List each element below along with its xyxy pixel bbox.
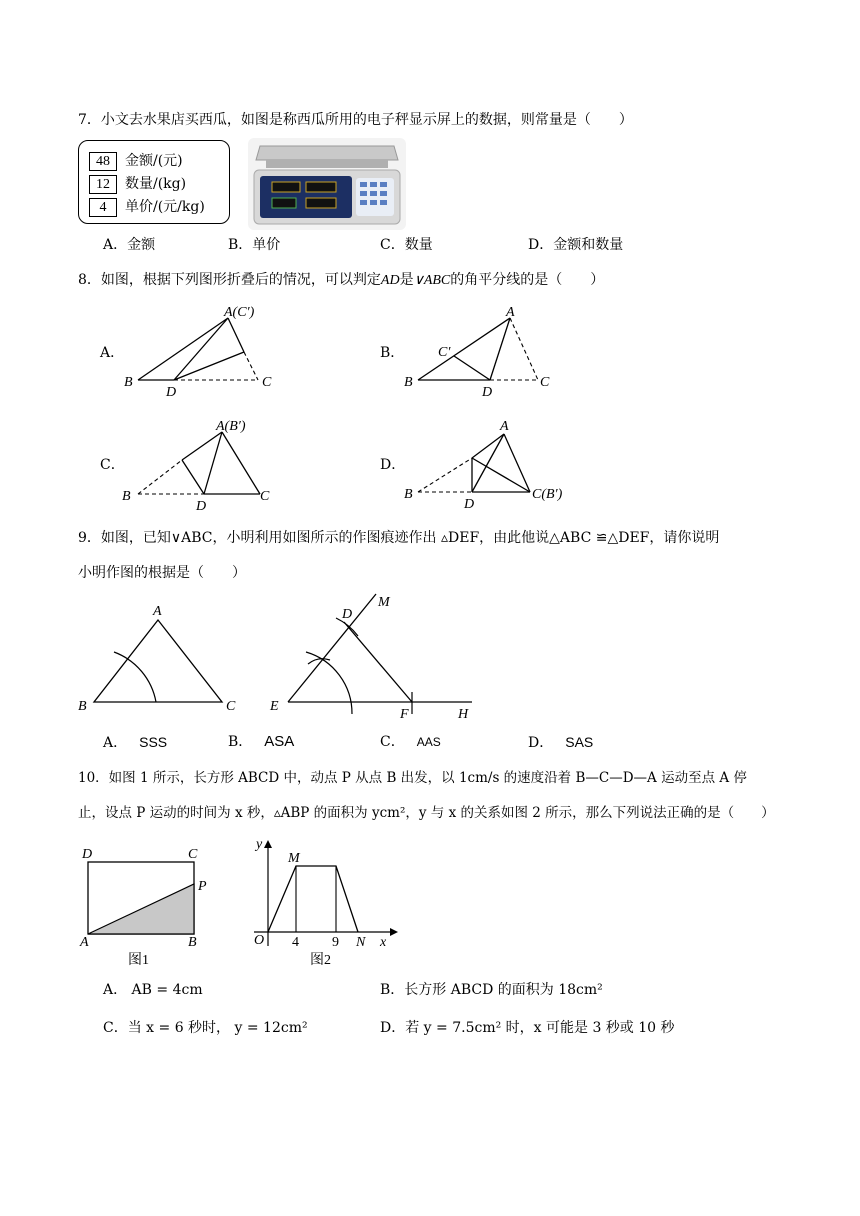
scale-row-unitprice <box>89 196 205 216</box>
scale-quantity-value: 12 <box>89 175 117 194</box>
q9-option-b-letter: B． <box>228 734 253 750</box>
q8a-d-label: D <box>166 385 177 400</box>
scale-unitprice-value: 4 <box>89 198 117 217</box>
q9-c-label: C <box>226 699 236 714</box>
q10-figure-1 <box>76 840 226 970</box>
q9-option-d-text: SAS <box>565 734 594 750</box>
q9-m-label: M <box>378 595 390 610</box>
q10-stem-line2: 止，设点 P 运动的时间为 x 秒，▵ABP 的面积为 ycm²，y 与 x 的关系如图 2 所示，那么下列说法正确的是（ ） <box>78 805 775 821</box>
fig2-y-label: y <box>256 837 263 852</box>
scale-unitprice-label: 单价/(元/kg) <box>125 199 205 215</box>
q8a-c-label: C <box>262 375 272 390</box>
scale-quantity-label: 数量/(kg) <box>125 176 187 192</box>
fig2-o-label: O <box>254 933 265 948</box>
q8b-b-label: B <box>404 375 413 390</box>
q7-option-a[interactable]: A．金额 <box>103 237 156 253</box>
fig2-x-label: x <box>380 935 387 950</box>
q7-stem: 7．小文去水果店买西瓜，如图是称西瓜所用的电子秤显示屏上的数据，则常量是（ ） <box>78 112 633 128</box>
fig2-m-label: M <box>288 851 300 866</box>
q9-option-d[interactable] <box>528 732 593 753</box>
q8-stem-b: 是 <box>399 272 414 288</box>
q8-stem-c: 的角平分线的是（ ） <box>450 272 605 288</box>
q9-option-a-letter: A． <box>103 735 128 751</box>
q9-option-b[interactable] <box>228 732 294 752</box>
q10-option-d[interactable]: D．若 y = 7.5cm² 时，x 可能是 3 秒或 10 秒 <box>380 1020 675 1036</box>
q9-stem-line1: 9．如图，已知∨ABC，小明利用如图所示的作图痕迹作出 ▵DEF，由此他说△ABC ≌△DEF，请你说明 <box>78 530 720 546</box>
q8d-d-label: D <box>464 497 475 512</box>
fig1-a-label: A <box>80 935 89 950</box>
fig1-p-label: P <box>198 879 207 894</box>
q9-h-label: H <box>458 707 469 720</box>
q8a-b-label: B <box>124 375 133 390</box>
q9-option-a[interactable] <box>103 732 167 753</box>
q8-stem-tri: ∨ABC <box>413 273 451 288</box>
q10-option-b[interactable]: B．长方形 ABCD 的面积为 18cm² <box>380 982 603 998</box>
fig2-tick-4: 4 <box>292 935 299 950</box>
q8-option-a[interactable]: A． <box>100 345 125 361</box>
q8-option-d[interactable]: D． <box>380 457 406 473</box>
fig1-c-label: C <box>188 847 198 862</box>
fig1-caption: 图1 <box>128 953 149 968</box>
fig1-d-label: D <box>82 847 93 862</box>
q7-option-d[interactable]: D．金额和数量 <box>528 237 624 253</box>
q8b-d-label: D <box>482 385 493 400</box>
q8-option-b[interactable]: B． <box>380 345 405 361</box>
q8c-apex-label: A(B′) <box>216 419 246 434</box>
scale-amount-label: 金额/(元) <box>125 153 183 169</box>
q8-figure-a <box>118 300 288 400</box>
q10-option-c[interactable]: C．当 x = 6 秒时， y = 12cm² <box>103 1020 308 1036</box>
q9-stem-line2: 小明作图的根据是（ ） <box>78 565 246 581</box>
q9-e-label: E <box>270 699 279 714</box>
q8c-c-label: C <box>260 489 270 504</box>
q8d-c-label: C(B′) <box>532 487 563 502</box>
q9-figure-def <box>266 586 486 720</box>
q9-f-label: F <box>400 707 409 720</box>
fig2-tick-9: 9 <box>332 935 339 950</box>
q10-option-a[interactable]: A． AB = 4cm <box>103 982 203 998</box>
q9-option-c[interactable] <box>380 732 441 752</box>
q9-figure-abc <box>74 590 254 720</box>
electronic-scale-image <box>248 138 406 230</box>
q8d-apex-label: A <box>500 419 509 434</box>
q8a-apex-label: A(C′) <box>224 305 255 320</box>
q8-figure-d <box>398 412 588 512</box>
q8b-c-label: C <box>540 375 550 390</box>
q8-option-c[interactable]: C． <box>100 457 125 473</box>
q9-a-label: A <box>153 604 162 619</box>
q9-option-c-text: AAS <box>416 735 441 749</box>
fig1-b-label: B <box>188 935 197 950</box>
q9-d-label: D <box>342 607 353 622</box>
q8c-b-label: B <box>122 489 131 504</box>
q8-stem-ad: AD <box>380 273 400 288</box>
q8d-b-label: B <box>404 487 413 502</box>
q8-figure-b <box>398 300 568 400</box>
q10-figure-2 <box>244 834 404 970</box>
scale-amount-value: 48 <box>89 152 117 171</box>
q8-stem-a: 8．如图，根据下列图形折叠后的情况，可以判定 <box>78 272 381 288</box>
fig2-caption: 图2 <box>310 953 331 968</box>
q9-option-d-letter: D． <box>528 735 554 751</box>
fig2-n-label: N <box>356 935 366 950</box>
q8c-d-label: D <box>196 499 207 512</box>
q9-option-c-letter: C． <box>380 734 405 750</box>
q10-stem-line1: 10．如图 1 所示，长方形 ABCD 中，动点 P 从点 B 出发，以 1cm/s 的速度沿着 B—C—D—A 运动至点 A 停 <box>78 770 747 786</box>
q7-option-b[interactable]: B．单价 <box>228 237 281 253</box>
q9-option-b-text: ASA <box>264 733 295 750</box>
q9-b-label: B <box>78 699 87 714</box>
scale-row-amount <box>89 150 183 170</box>
q9-option-a-text: SSS <box>139 734 168 750</box>
q8b-cprime-label: C′ <box>438 345 451 360</box>
q8-stem <box>78 270 604 291</box>
scale-data-box <box>78 140 230 224</box>
q8b-apex-label: A <box>506 305 515 320</box>
scale-row-quantity <box>89 173 186 193</box>
q8-figure-c <box>118 412 288 512</box>
q7-option-c[interactable]: C．数量 <box>380 237 433 253</box>
